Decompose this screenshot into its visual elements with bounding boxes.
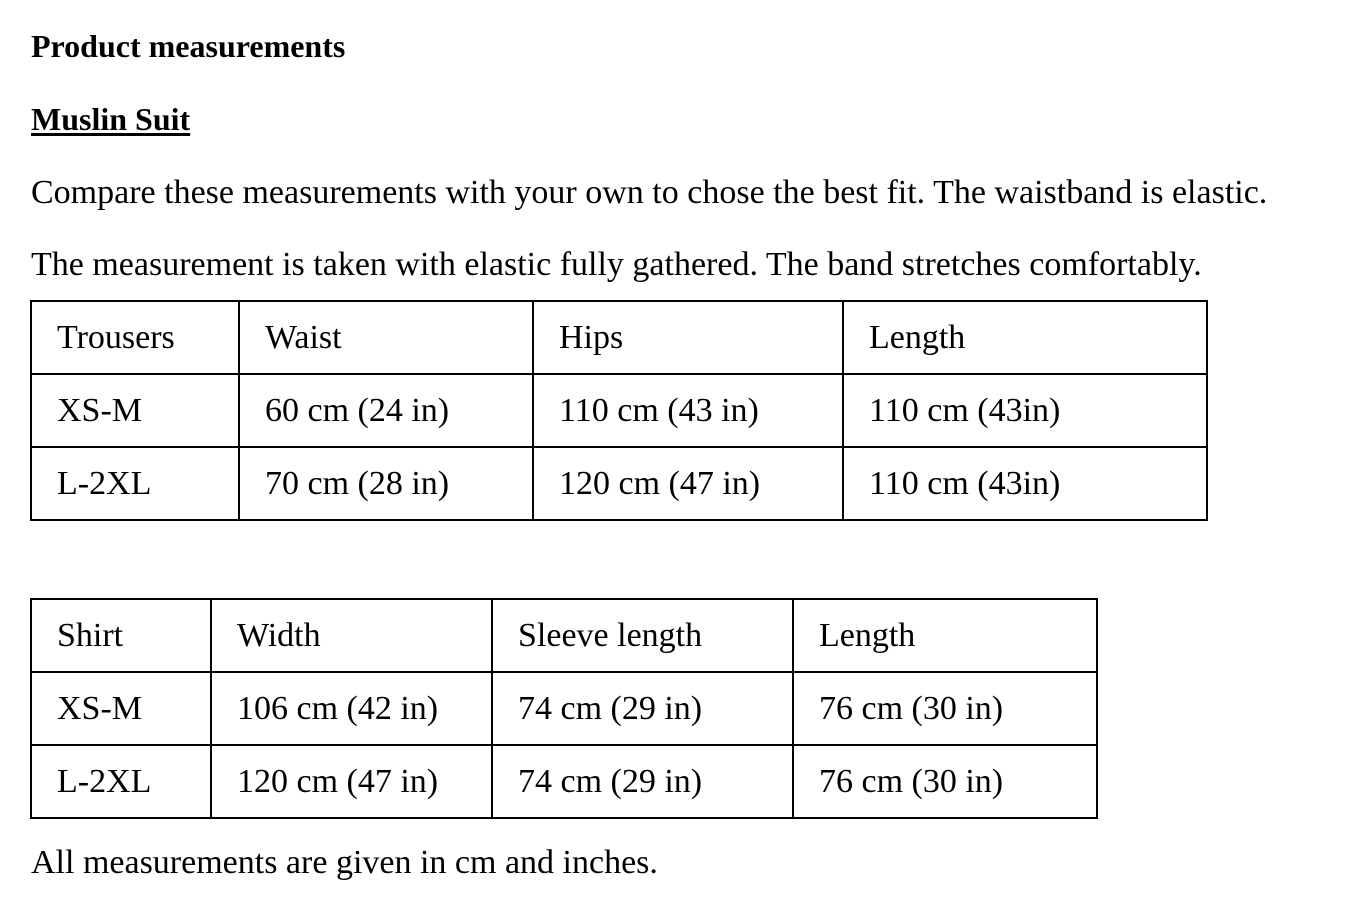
page-title: Product measurements (31, 28, 346, 64)
column-header: Width (211, 599, 492, 672)
table-cell: 120 cm (47 in) (533, 447, 843, 520)
table-cell: 110 cm (43in) (843, 447, 1207, 520)
column-header: Length (843, 301, 1207, 374)
table-row (31, 672, 1097, 745)
table-cell: 106 cm (42 in) (211, 672, 492, 745)
table-cell: 120 cm (47 in) (211, 745, 492, 818)
size-cell: XS-M (31, 672, 211, 745)
trousers-measurements-table (30, 300, 1208, 521)
table-cell: 76 cm (30 in) (793, 672, 1097, 745)
column-header: Waist (239, 301, 533, 374)
column-header: Hips (533, 301, 843, 374)
table-header-row (31, 599, 1097, 672)
size-cell: L-2XL (31, 447, 239, 520)
column-header: Shirt (31, 599, 211, 672)
footnote: All measurements are given in cm and inches. (31, 844, 658, 881)
column-header: Sleeve length (492, 599, 793, 672)
product-name: Muslin Suit (31, 101, 191, 137)
table-cell: 110 cm (43in) (843, 374, 1207, 447)
table-cell: 74 cm (29 in) (492, 745, 793, 818)
table-header-row (31, 301, 1207, 374)
table-cell: 70 cm (28 in) (239, 447, 533, 520)
table-cell: 74 cm (29 in) (492, 672, 793, 745)
intro-paragraph-elastic: The measurement is taken with elastic fully gathered. The band stretches comfortably. (31, 246, 1202, 283)
table-row (31, 745, 1097, 818)
table-cell: 110 cm (43 in) (533, 374, 843, 447)
intro-paragraph-fit: Compare these measurements with your own to chose the best fit. The waistband is elastic. (31, 174, 1268, 211)
table-row (31, 447, 1207, 520)
table-cell: 76 cm (30 in) (793, 745, 1097, 818)
shirt-measurements-table (30, 598, 1098, 819)
table-cell: 60 cm (24 in) (239, 374, 533, 447)
column-header: Trousers (31, 301, 239, 374)
table-row (31, 374, 1207, 447)
column-header: Length (793, 599, 1097, 672)
size-cell: XS-M (31, 374, 239, 447)
size-cell: L-2XL (31, 745, 211, 818)
